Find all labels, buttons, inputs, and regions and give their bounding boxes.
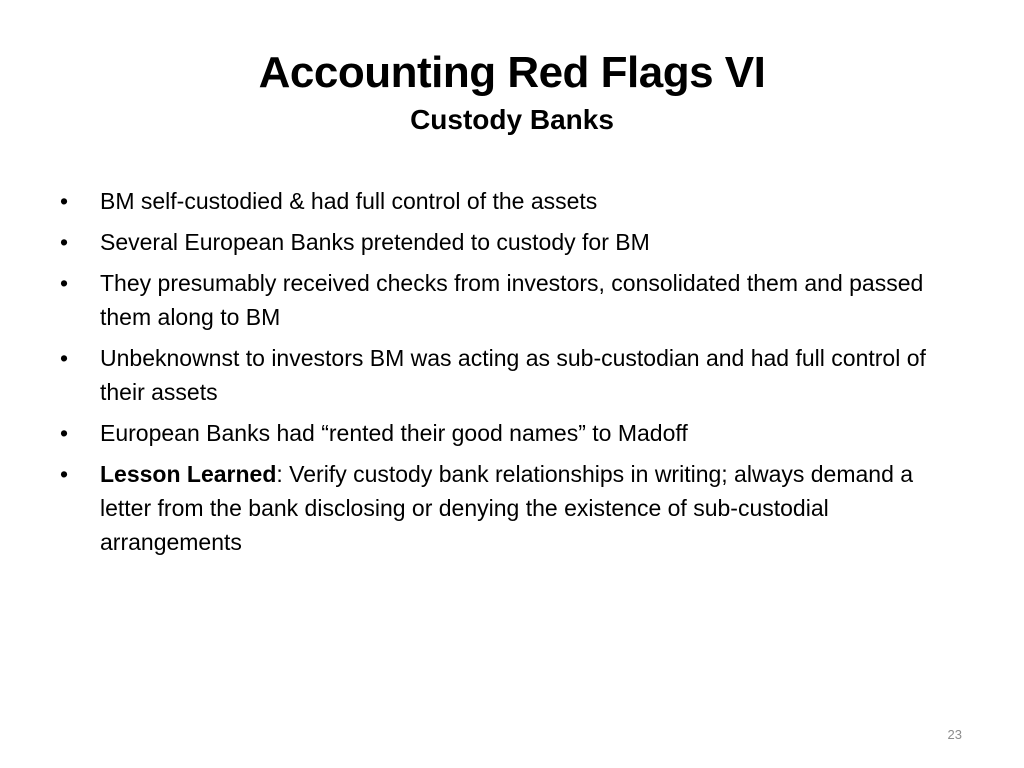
- bullet-icon: •: [60, 420, 69, 446]
- bullet-item-lesson: [60, 457, 960, 559]
- bullet-icon: •: [60, 188, 69, 214]
- bullet-text: European Banks had “rented their good names” to Madoff: [100, 420, 688, 446]
- lesson-label: Lesson Learned: [100, 461, 277, 487]
- bullet-text: : Verify custody bank relationships in writing; always demand a letter from the bank disclosing or denying the existence of sub-custodial arrangements: [100, 461, 914, 555]
- bullet-item: [60, 416, 960, 450]
- bullet-text: Several European Banks pretended to custody for BM: [100, 229, 650, 255]
- bullet-text: Unbeknownst to investors BM was acting as sub-custodian and had full control of their assets: [100, 345, 926, 405]
- bullet-icon: •: [60, 270, 69, 296]
- bullet-item: [60, 266, 960, 334]
- bullet-icon: •: [60, 461, 69, 487]
- page-number: 23: [947, 727, 962, 742]
- title-block: [0, 44, 1024, 138]
- bullet-text: They presumably received checks from investors, consolidated them and passed them along to BM: [100, 270, 924, 330]
- bullet-list: [60, 184, 960, 566]
- bullet-item: [60, 225, 960, 259]
- slide-subtitle: Custody Banks: [410, 104, 614, 135]
- bullet-item: [60, 341, 960, 409]
- slide-title: Accounting Red Flags VI: [258, 48, 766, 97]
- bullet-text: BM self-custodied & had full control of the assets: [100, 188, 598, 214]
- bullet-item: [60, 184, 960, 218]
- bullet-icon: •: [60, 345, 69, 371]
- bullet-icon: •: [60, 229, 69, 255]
